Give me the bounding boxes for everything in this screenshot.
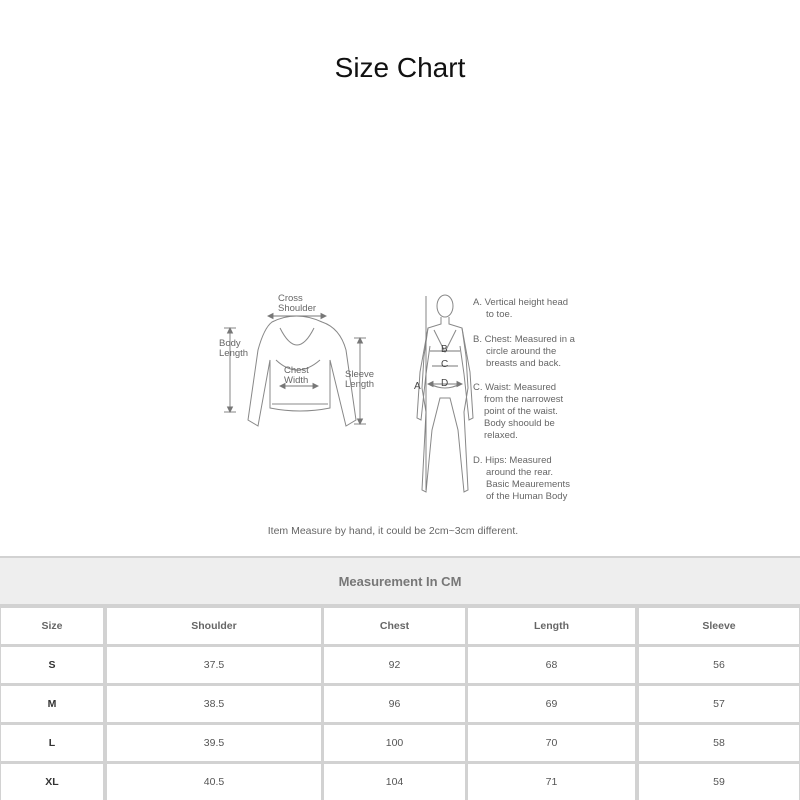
table-cell-chest: 104 — [324, 764, 465, 800]
measurement-footnote: Item Measure by hand, it could be 2cm~3cm different. — [267, 525, 519, 537]
note-c-5: relaxed. — [484, 430, 518, 441]
body-length-label-2: Length — [219, 348, 249, 359]
table-cell-size: S — [1, 647, 103, 683]
table-cell-size: M — [1, 686, 103, 722]
body-letter-d: D — [441, 378, 449, 389]
table-cell-shoulder: 38.5 — [107, 686, 321, 722]
note-b-2: circle around the — [486, 346, 557, 357]
col-header-shoulder: Shoulder — [107, 608, 321, 644]
note-b-1: B. Chest: Measured in a — [473, 334, 575, 345]
chest-width-label-2: Width — [284, 375, 309, 386]
table-cell-length: 71 — [468, 764, 635, 800]
table-cell-shoulder: 37.5 — [107, 647, 321, 683]
body-letter-c: C — [441, 359, 449, 370]
col-header-chest: Chest — [324, 608, 465, 644]
table-cell-sleeve: 58 — [639, 725, 799, 761]
table-caption: Measurement In CM — [0, 558, 800, 604]
note-b-3: breasts and back. — [486, 358, 561, 369]
note-d-2: around the rear. — [486, 467, 554, 478]
chest-width-label-1: Chest — [284, 365, 309, 376]
col-header-size: Size — [1, 608, 103, 644]
table-cell-length: 70 — [468, 725, 635, 761]
page-title: Size Chart — [334, 52, 466, 83]
body-letter-b: B — [441, 344, 448, 355]
body-figure-drawing — [417, 295, 473, 492]
size-table — [0, 556, 800, 800]
measurement-illustration — [200, 280, 600, 550]
table-cell-sleeve: 57 — [639, 686, 799, 722]
body-arrows — [426, 296, 462, 490]
table-cell-chest: 100 — [324, 725, 465, 761]
cross-shoulder-label-1: Cross — [278, 293, 303, 304]
table-cell-chest: 96 — [324, 686, 465, 722]
sleeve-length-label-2: Length — [345, 379, 375, 390]
table-cell-shoulder: 40.5 — [107, 764, 321, 800]
sleeve-length-label-1: Sleeve — [345, 369, 375, 380]
table-cell-shoulder: 39.5 — [107, 725, 321, 761]
cross-shoulder-label-2: Shoulder — [278, 303, 317, 314]
table-cell-size: XL — [1, 764, 103, 800]
note-d-1: D. Hips: Measured — [473, 455, 552, 466]
table-cell-sleeve: 59 — [639, 764, 799, 800]
note-d-4: of the Human Body — [486, 491, 568, 502]
col-header-sleeve: Sleeve — [639, 608, 799, 644]
note-a-1: A. Vertical height head — [473, 297, 569, 308]
note-a-2: to toe. — [486, 309, 513, 320]
note-c-1: C. Waist: Measured — [473, 382, 557, 393]
col-header-length: Length — [468, 608, 635, 644]
note-d-3: Basic Meaurements — [486, 479, 570, 490]
table-cell-size: L — [1, 725, 103, 761]
note-c-2: from the narrowest — [484, 394, 564, 405]
body-length-label-1: Body — [219, 338, 241, 349]
note-c-3: point of the waist. — [484, 406, 558, 417]
table-cell-length: 68 — [468, 647, 635, 683]
table-cell-length: 69 — [468, 686, 635, 722]
body-letter-a: A — [414, 381, 421, 392]
table-cell-chest: 92 — [324, 647, 465, 683]
measurement-diagram — [200, 280, 600, 550]
table-cell-sleeve: 56 — [639, 647, 799, 683]
note-c-4: Body shoould be — [484, 418, 555, 429]
